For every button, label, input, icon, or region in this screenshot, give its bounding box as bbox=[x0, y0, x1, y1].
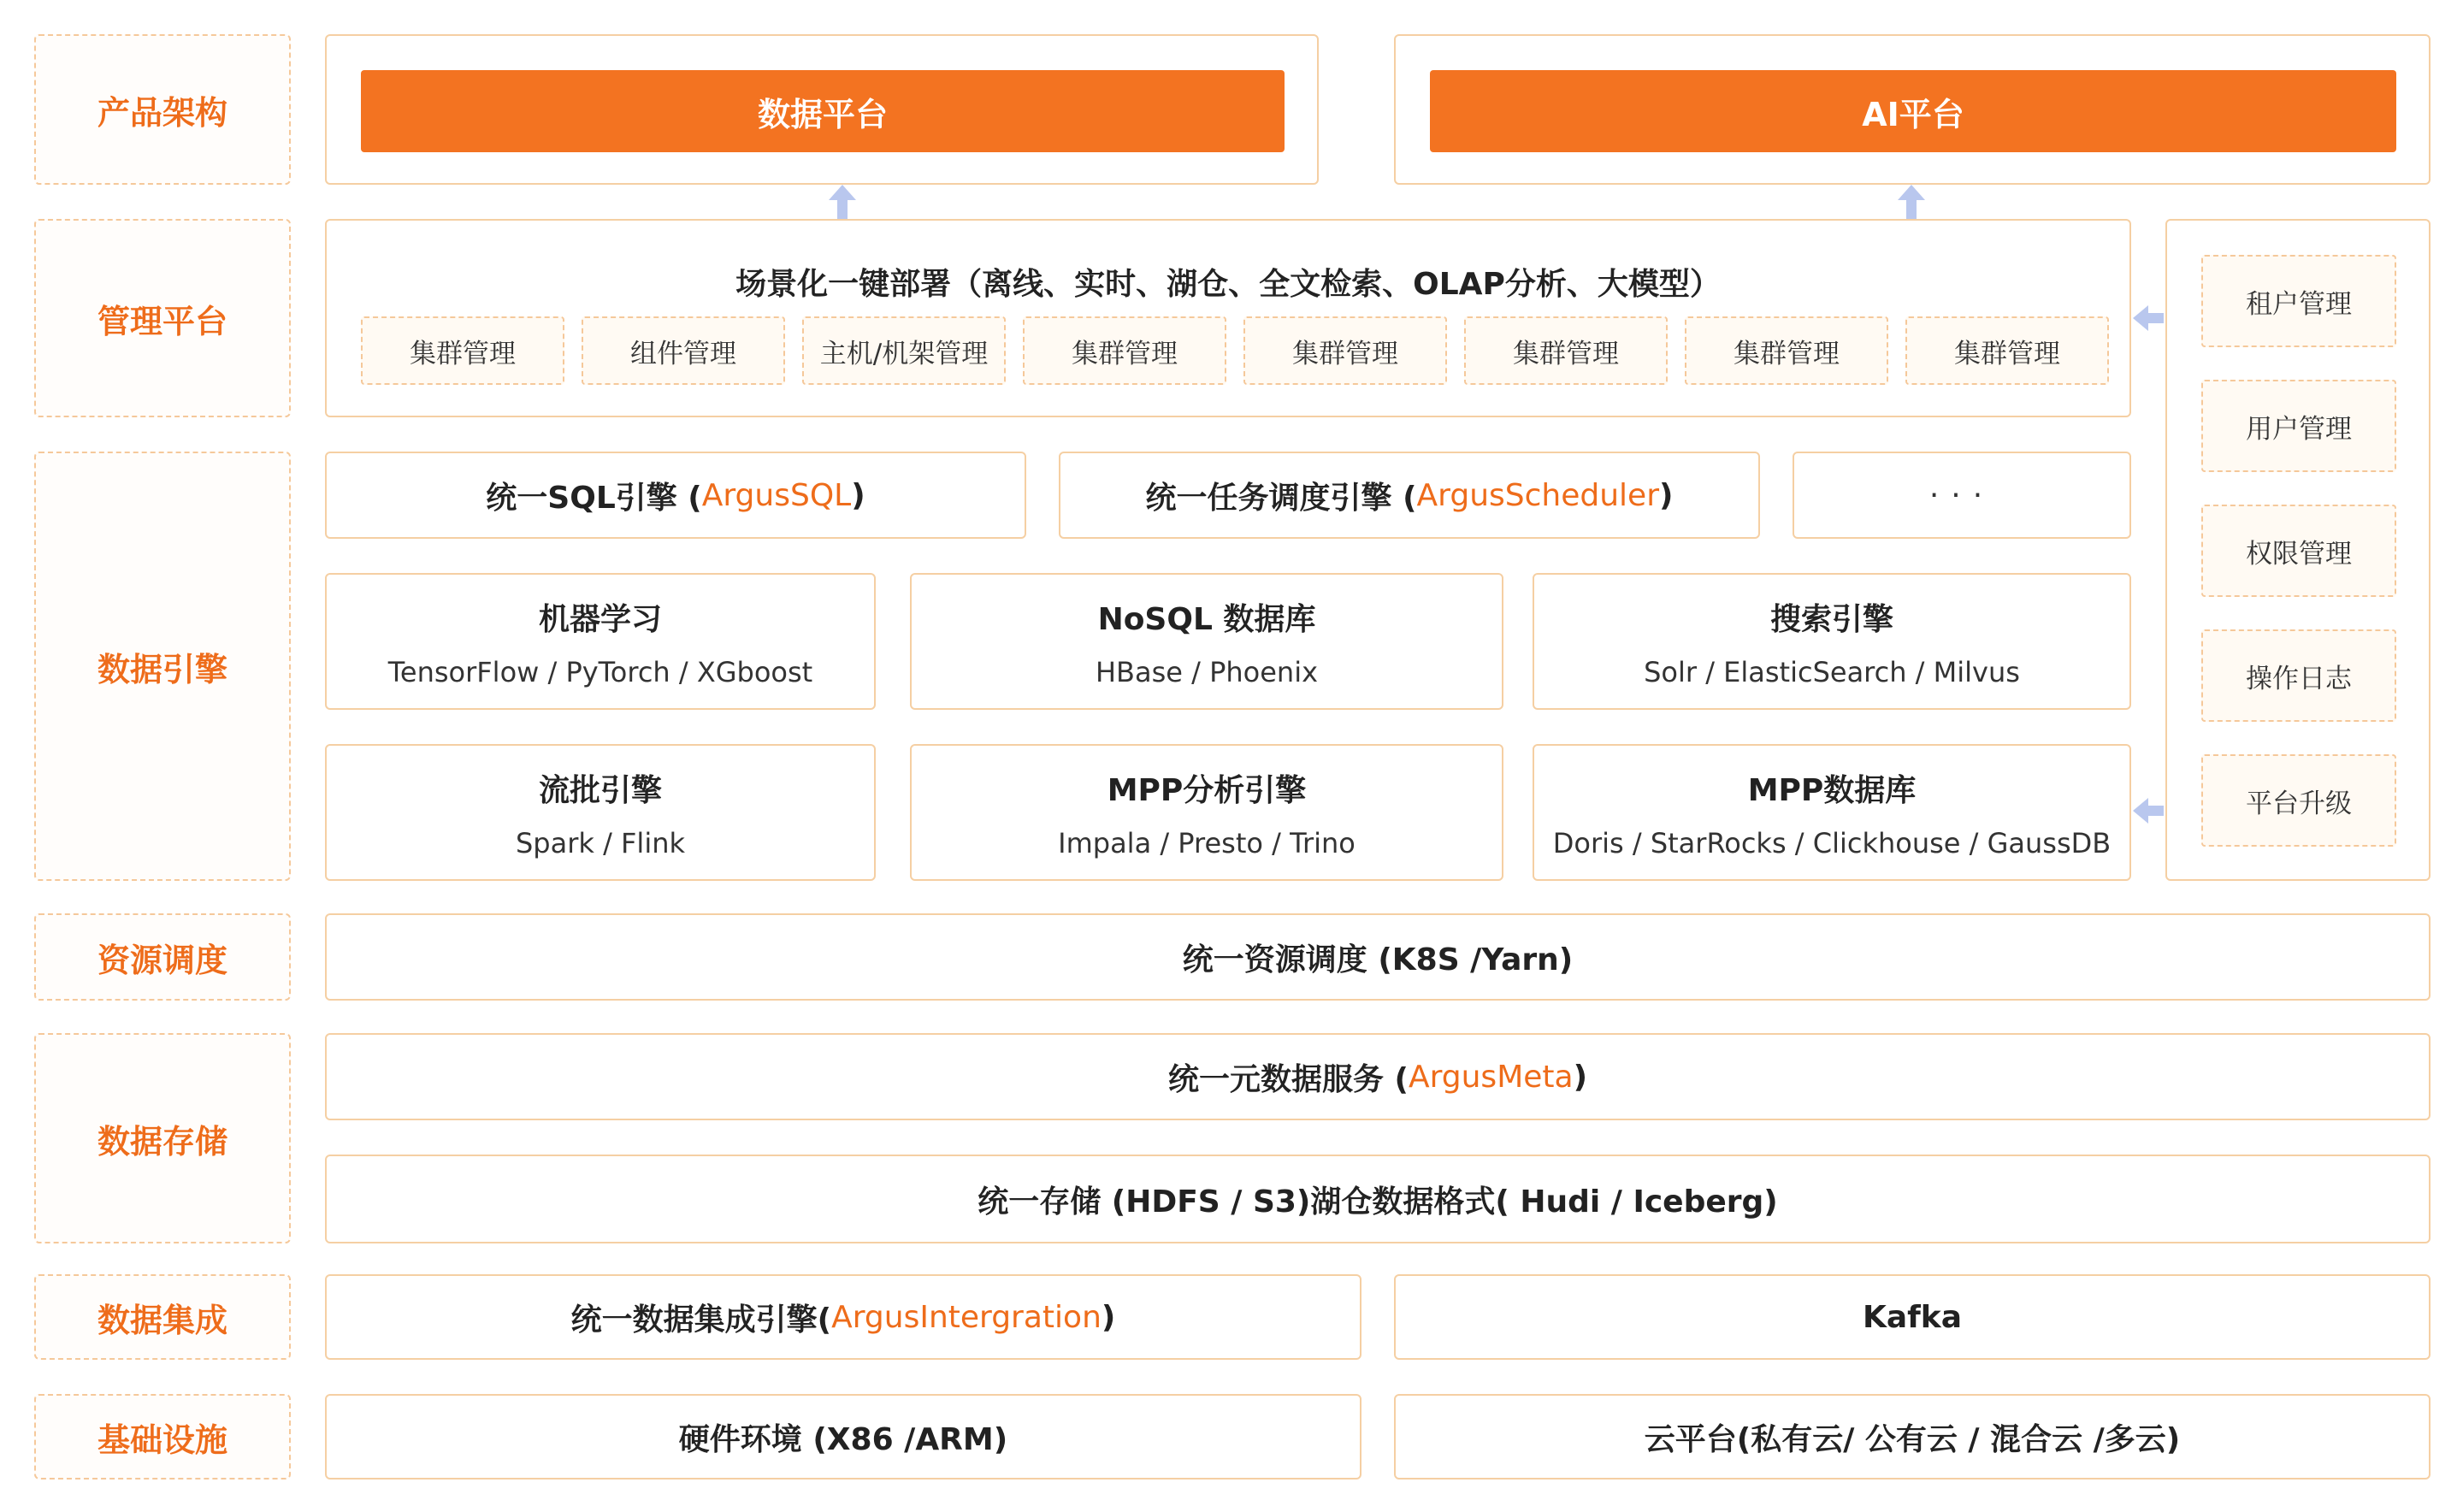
unified-scheduler-engine[interactable] bbox=[1059, 452, 1760, 539]
permission-management[interactable]: 权限管理 bbox=[2201, 505, 2396, 597]
chip-cluster-management[interactable]: 集群管理 bbox=[1685, 316, 1888, 385]
card-title: MPP分析引擎 bbox=[1107, 772, 1307, 808]
chip-cluster-management[interactable]: 集群管理 bbox=[361, 316, 564, 385]
tenant-management[interactable]: 租户管理 bbox=[2201, 255, 2396, 347]
data-platform-panel bbox=[325, 34, 1319, 185]
operation-log[interactable]: 操作日志 bbox=[2201, 629, 2396, 722]
ellipsis-icon: ··· bbox=[1928, 477, 1995, 513]
chip-host-rack-management[interactable]: 主机/机架管理 bbox=[802, 316, 1006, 385]
chip-component-management[interactable]: 组件管理 bbox=[582, 316, 785, 385]
integration-suffix: ) bbox=[1101, 1299, 1116, 1335]
cloud-platform[interactable]: 云平台(私有云/ 公有云 / 混合云 /多云) bbox=[1394, 1394, 2431, 1480]
user-management[interactable]: 用户管理 bbox=[2201, 380, 2396, 472]
layer-label-product: 产品架构 bbox=[34, 34, 291, 185]
ai-platform-panel bbox=[1394, 34, 2431, 185]
hardware-environment[interactable]: 硬件环境 (X86 /ARM) bbox=[325, 1394, 1361, 1480]
card-subtitle: Solr / ElasticSearch / Milvus bbox=[1644, 655, 2020, 688]
layer-label-management: 管理平台 bbox=[34, 219, 291, 417]
layer-label-storage: 数据存储 bbox=[34, 1033, 291, 1243]
nosql-db-card[interactable] bbox=[910, 573, 1503, 710]
card-subtitle: Doris / StarRocks / Clickhouse / GaussDB bbox=[1552, 826, 2112, 859]
layer-label-resource: 资源调度 bbox=[34, 913, 291, 1001]
stream-batch-engine-card[interactable] bbox=[325, 744, 876, 881]
scheduler-label: 统一任务调度引擎 ( bbox=[1145, 480, 1417, 516]
arrow-left-icon bbox=[2131, 795, 2165, 826]
integration-label: 统一数据集成引擎( bbox=[570, 1302, 832, 1338]
unified-metadata-service[interactable] bbox=[325, 1033, 2431, 1120]
card-title: 机器学习 bbox=[538, 601, 662, 637]
metadata-suffix: ) bbox=[1573, 1059, 1588, 1095]
kafka-box[interactable]: Kafka bbox=[1394, 1274, 2431, 1360]
mpp-database-card[interactable] bbox=[1533, 744, 2131, 881]
unified-integration-engine[interactable] bbox=[325, 1274, 1361, 1360]
mpp-analysis-engine-card[interactable] bbox=[910, 744, 1503, 881]
card-title: NoSQL 数据库 bbox=[1097, 601, 1316, 637]
chip-cluster-management[interactable]: 集群管理 bbox=[1905, 316, 2109, 385]
card-subtitle: Spark / Flink bbox=[515, 826, 686, 859]
platform-upgrade[interactable]: 平台升级 bbox=[2201, 754, 2396, 847]
arrow-up-icon bbox=[1893, 183, 1929, 221]
arrow-left-icon bbox=[2131, 303, 2165, 334]
unified-storage[interactable]: 统一存储 (HDFS / S3)湖仓数据格式( Hudi / Iceberg) bbox=[325, 1155, 2431, 1243]
card-subtitle: Impala / Presto / Trino bbox=[1058, 826, 1356, 859]
management-panel bbox=[325, 219, 2131, 417]
sql-engine-label: 统一SQL引擎 ( bbox=[486, 480, 702, 516]
chip-cluster-management[interactable]: 集群管理 bbox=[1464, 316, 1668, 385]
card-title: 搜索引擎 bbox=[1769, 601, 1893, 637]
layer-label-integration: 数据集成 bbox=[34, 1274, 291, 1360]
ai-platform-button[interactable]: AI平台 bbox=[1430, 70, 2396, 152]
metadata-label: 统一元数据服务 ( bbox=[1167, 1061, 1409, 1097]
layer-label-engine: 数据引擎 bbox=[34, 452, 291, 881]
unified-sql-engine[interactable] bbox=[325, 452, 1026, 539]
metadata-name: ArgusMeta bbox=[1408, 1059, 1574, 1095]
chip-cluster-management[interactable]: 集群管理 bbox=[1243, 316, 1447, 385]
chip-cluster-management[interactable]: 集群管理 bbox=[1023, 316, 1226, 385]
search-engine-card[interactable] bbox=[1533, 573, 2131, 710]
integration-name: ArgusIntergration bbox=[831, 1299, 1102, 1335]
ml-engine-card[interactable] bbox=[325, 573, 876, 710]
side-management-panel bbox=[2165, 219, 2431, 881]
card-title: MPP数据库 bbox=[1747, 772, 1917, 808]
arrow-up-icon bbox=[824, 183, 860, 221]
card-title: 流批引擎 bbox=[538, 772, 662, 808]
scheduler-name: ArgusScheduler bbox=[1416, 477, 1659, 513]
deployment-title: 场景化一键部署（离线、实时、湖仓、全文检索、OLAP分析、大模型） bbox=[735, 266, 1721, 302]
layer-label-infrastructure: 基础设施 bbox=[34, 1394, 291, 1480]
card-subtitle: TensorFlow / PyTorch / XGboost bbox=[387, 655, 813, 688]
data-platform-button[interactable]: 数据平台 bbox=[361, 70, 1285, 152]
more-engines[interactable] bbox=[1793, 452, 2131, 539]
scheduler-suffix: ) bbox=[1659, 477, 1674, 513]
card-subtitle: HBase / Phoenix bbox=[1095, 655, 1319, 688]
unified-resource-scheduling[interactable]: 统一资源调度 (K8S /Yarn) bbox=[325, 913, 2431, 1001]
sql-engine-name: ArgusSQL bbox=[701, 477, 852, 513]
sql-engine-suffix: ) bbox=[851, 477, 865, 513]
